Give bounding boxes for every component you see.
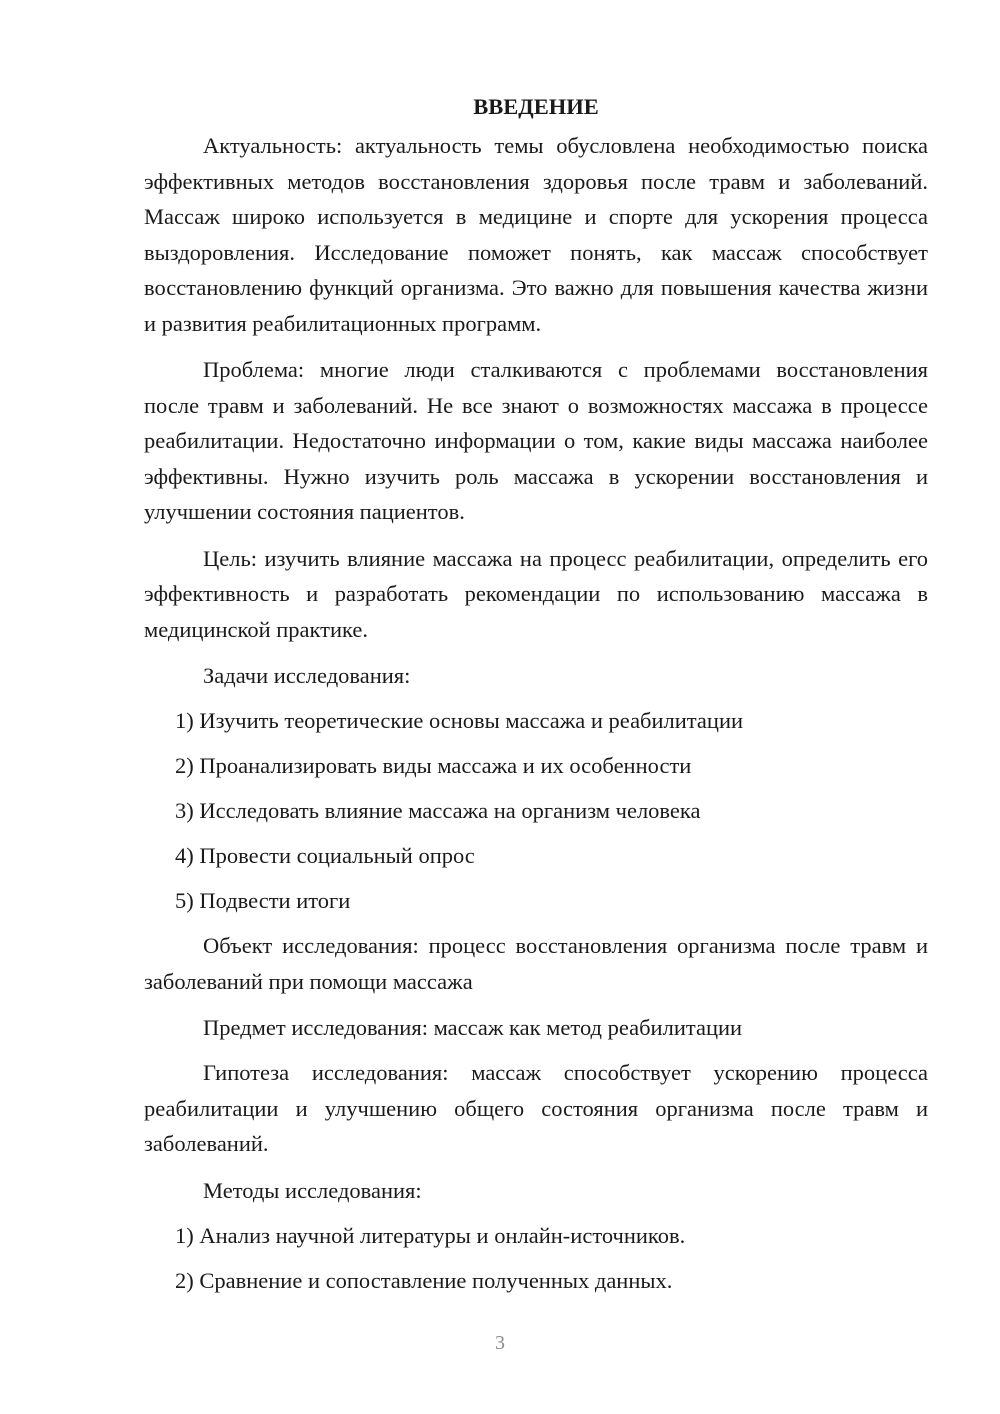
object-paragraph: Объект исследования: процесс восстановления организма после травм и заболеваний при помощи массажа <box>144 933 928 994</box>
task-item: 3) Исследовать влияние массажа на организм человека <box>175 798 701 823</box>
subject-paragraph: Предмет исследования: массаж как метод реабилитации <box>203 1015 743 1040</box>
task-item: 2) Проанализировать виды массажа и их особенности <box>175 753 692 778</box>
goal-paragraph: Цель: изучить влияние массажа на процесс реабилитации, определить его эффективность и разработать рекомендации по использованию массажа в медицинской практике. <box>144 545 928 642</box>
task-item: 4) Провести социальный опрос <box>175 843 475 868</box>
page-title: ВВЕДЕНИЕ <box>473 94 599 119</box>
task-item: 1) Изучить теоретические основы массажа и реабилитации <box>175 708 744 733</box>
methods-heading: Методы исследования: <box>203 1177 422 1203</box>
method-item: 1) Анализ научной литературы и онлайн-источников. <box>175 1222 686 1248</box>
relevance-paragraph: Актуальность: актуальность темы обусловлена необходимостью поиска эффективных методов восстановления здоровья после травм и заболеваний. Массаж широко используется в медицине и спорте для ускорения процесса выздоровления. Исследование поможет понять, как массаж способствует восстановлению функций организма. Это важно для повышения качества жизни и развития реабилитационных программ. <box>144 133 928 336</box>
page-number: 3 <box>495 1332 505 1354</box>
problem-paragraph: Проблема: многие люди сталкиваются с проблемами восстановления после травм и заболеваний. Не все знают о возможностях массажа в процессе реабилитации. Недостаточно информации о том, какие виды массажа наиболее эффективны. Нужно изучить роль массажа в ускорении восстановления и улучшении состояния пациентов. <box>144 357 928 524</box>
hypothesis-paragraph: Гипотеза исследования: массаж способствует ускорению процесса реабилитации и улучшению общего состояния организма после травм и заболеваний. <box>144 1060 928 1156</box>
method-item: 2) Сравнение и сопоставление полученных данных. <box>175 1267 673 1293</box>
tasks-heading: Задачи исследования: <box>203 663 411 688</box>
task-item: 5) Подвести итоги <box>175 888 351 913</box>
page-content <box>144 90 928 1308</box>
